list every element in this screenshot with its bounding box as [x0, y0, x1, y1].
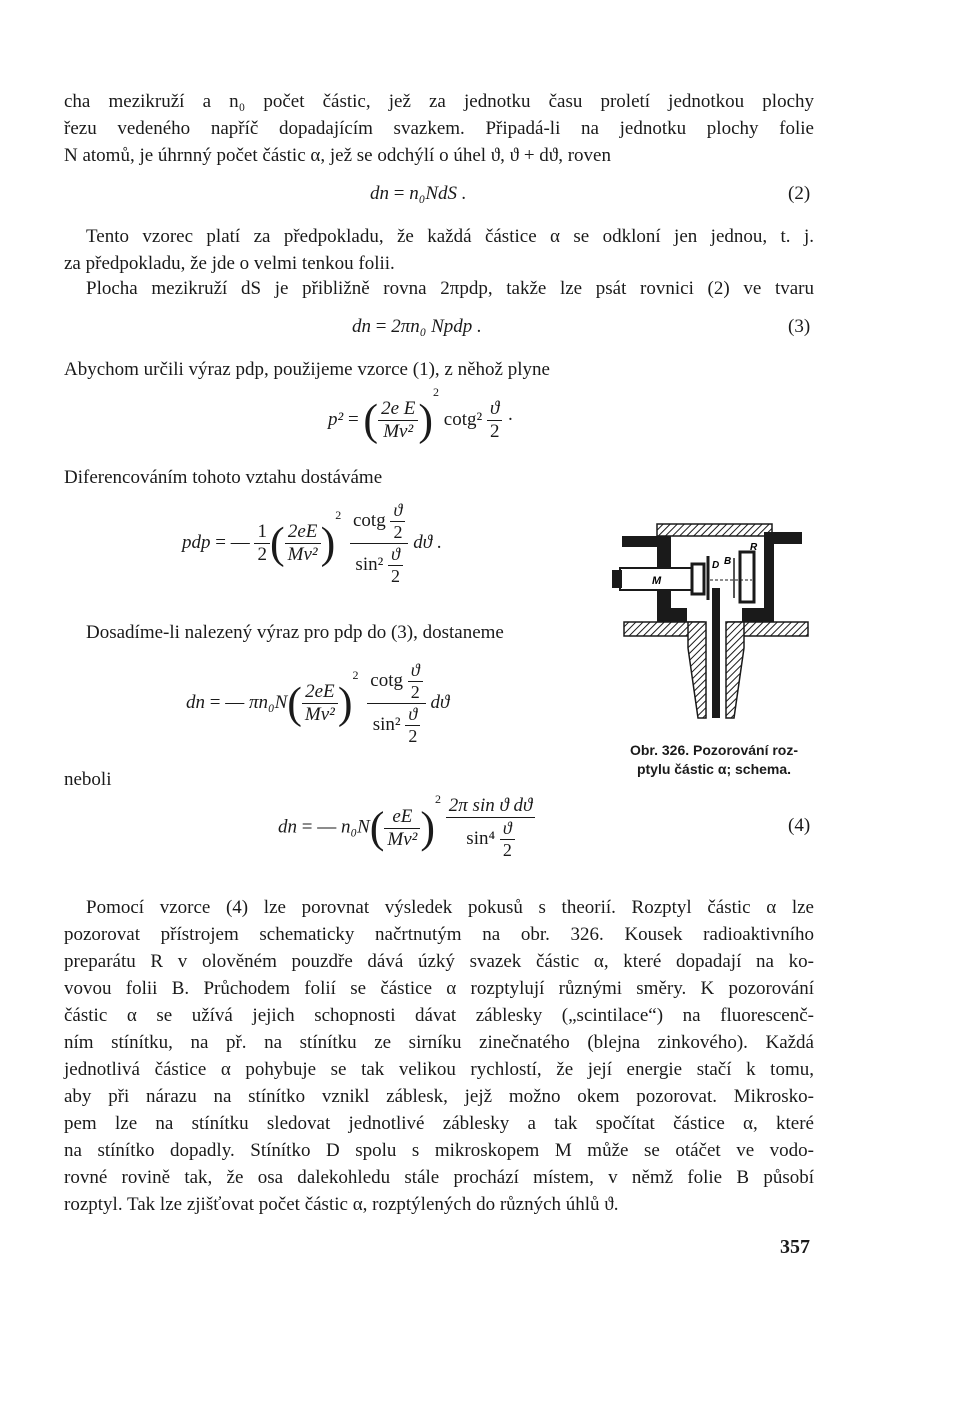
text-line: řezu vedeného napříč dopadajícím svazkem. Připadá-li na jednotku plochy folie	[64, 118, 814, 139]
frac-denominator: Mv²	[285, 543, 321, 566]
paragraph-experiment	[64, 894, 814, 1218]
text-line: N atomů, je úhrnný počet částic α, jež se odchýlí o úhel ϑ, ϑ + dϑ, roven	[64, 145, 611, 166]
paragraph-substitution	[86, 619, 606, 646]
minus-sign: —	[317, 816, 337, 838]
frac-numerator: 2eE	[305, 681, 335, 702]
frac-denominator	[350, 543, 408, 587]
exponent: 2	[335, 507, 342, 522]
equation-number-2: (2)	[788, 183, 811, 204]
label-B: B	[724, 556, 732, 567]
paragraph-differentiation	[64, 464, 664, 491]
text-line: Abychom určili výraz pdp, použijeme vzorce (1), z něhož plyne	[64, 359, 550, 380]
text-line: jednotlivá částice α pohybuje se tak velikou rychlostí, že její energie stačí k tomu,	[64, 1059, 814, 1080]
eyepiece	[612, 570, 622, 588]
page-number: 357	[780, 1236, 810, 1258]
text-line: rozptyl. Tak lze zjišťovat počet částic α, rozptýlených do různých úhlů ϑ.	[64, 1194, 619, 1215]
two: 2	[408, 681, 423, 703]
minus-sign: —	[230, 531, 250, 553]
text-line: Dosadíme-li nalezený výraz pro pdp do (3), dostaneme	[86, 622, 504, 643]
frac-numerator: 2e E	[381, 398, 416, 419]
frac-numerator: 2eE	[287, 521, 318, 542]
numerator-expression: 2π sin ϑ dϑ	[448, 795, 533, 816]
sine: sin²	[372, 713, 401, 735]
text-line: rovné rovině tak, že osa dalekohledu stále prochází místem, v němž folie B působí	[64, 1167, 814, 1188]
eq-lhs: dn	[186, 691, 205, 713]
eq-dot: ·	[507, 408, 514, 430]
apparatus-figure	[612, 518, 812, 728]
exponent: 2	[435, 792, 442, 807]
equation-4: dn = — n₀N( $\frac{eE}{\text{Mv²}}$ )$^2$ 2π sin ϑ dϑ sin⁴ $\frac{ϑ}{2}$	[278, 795, 535, 861]
text-line: ním stínítku, na př. na stínítku ze sirníku zinečnatého (blejna zinkového). Každá	[64, 1032, 814, 1053]
text-line: pozorovat přístrojem schematicky načrtnutým na obr. 326. Kousek radioaktivního	[64, 924, 814, 945]
equation-3: dn = 2πn₀ Npdp .	[352, 316, 482, 337]
exponent: 2	[433, 384, 440, 399]
text-line: vovou folii B. Průchodem folií se částice α rozptylují různými směry. K pozorování	[64, 978, 814, 999]
theta: ϑ	[393, 500, 403, 520]
chamber-base-right	[742, 608, 774, 622]
text-line: preparátu R v olověném pouzdře dává úzký svazek částic α, které dopadají na ko-	[64, 951, 814, 972]
frac-numerator	[446, 795, 536, 817]
coefficient: πn₀N	[248, 691, 288, 713]
frac-numerator: eE	[392, 805, 413, 827]
text-line: Pomocí vzorce (4) lze porovnat výsledek pokusů s theorií. Rozptyl částic α lze	[86, 897, 814, 918]
text-line: cha mezikruží a n₀ počet částic, jež za jednotku času proletí jednotkou plochy	[64, 91, 814, 112]
d-theta: dϑ	[413, 531, 433, 553]
theta: ϑ	[408, 704, 418, 724]
frac-denominator	[367, 703, 425, 747]
paragraph-formula-1	[64, 356, 814, 383]
eq-lhs: dn	[278, 816, 297, 838]
eq-lhs: pdp	[182, 531, 211, 553]
d-theta: dϑ	[430, 691, 450, 713]
figure-caption	[608, 741, 820, 779]
frac-denominator: 2	[254, 543, 270, 566]
frac-numerator: ϑ	[490, 398, 500, 419]
stand-left	[688, 622, 706, 718]
label-D: D	[712, 560, 720, 571]
text-line: za předpokladu, že jde o velmi tenkou folii.	[64, 253, 395, 274]
equation-2: dn = n₀NdS .	[370, 183, 467, 204]
frac-numerator	[367, 660, 425, 703]
text-line: částic α se užívá jejich schopnosti dávat záblesky („scintilace“) na fluorescenč-	[64, 1005, 814, 1026]
chamber-right-wall	[764, 532, 774, 614]
shaft	[712, 588, 720, 718]
cotangent: cotg²	[443, 408, 483, 430]
exponent: 2	[352, 667, 359, 682]
frac-numerator	[350, 500, 408, 543]
word-neboli: neboli	[64, 769, 112, 790]
frac-denominator: Mv²	[384, 828, 420, 851]
stand-right	[726, 622, 744, 718]
eq-dot: .	[436, 531, 442, 553]
caption-line: Obr. 326. Pozorování roz-	[629, 742, 799, 758]
caption-line: ptylu částic α; schema.	[636, 761, 792, 777]
cotangent: cotg	[353, 509, 386, 531]
two: 2	[388, 565, 403, 587]
text-line: pem lze na stínítku sledovat jednotlivé záblesky a tak spočítat částice α, které	[64, 1113, 814, 1134]
theta: ϑ	[502, 818, 512, 838]
paragraph-assumption	[64, 223, 814, 277]
equation-pdp: pdp = — $\frac{1}{2}$ ( $\frac{2eE}{\text{Mv²}}$ )$^2$ cotg $\frac{ϑ}{2}$ sin² $\frac{ϑ}{2}$ dϑ .	[182, 500, 442, 586]
text-line: Plocha mezikruží dS je přibližně rovna 2πpdp, takže lze psát rovnici (2) ve tvaru	[86, 278, 814, 299]
equation-p-squared: p² = ( $\frac{\text{2e E}}{\text{Mv²}}$ )$^2$ cotg² $\frac{ϑ}{2}$ ·	[328, 384, 514, 445]
coefficient: n₀N	[340, 816, 370, 838]
frac-denominator: Mv²	[378, 420, 418, 443]
equation-dn-intermediate: dn = — πn₀N( $\frac{2eE}{\text{Mv²}}$ )$^2$ cotg $\frac{ϑ}{2}$ sin² $\frac{ϑ}{2}$ dϑ	[186, 660, 450, 746]
equation-number-3: (3)	[788, 316, 811, 337]
eq-lhs: p²	[328, 408, 344, 430]
eq-rhs: n₀NdS .	[409, 183, 467, 204]
frac-denominator: Mv²	[302, 703, 338, 726]
two: 2	[405, 725, 420, 747]
eq-lhs: dn	[352, 316, 371, 337]
chamber-base-left	[657, 608, 687, 622]
text-line: Tento vzorec platí za předpokladu, že každá částice α se odkloní jen jednou, t. j.	[86, 226, 814, 247]
two: 2	[390, 521, 405, 543]
label-R: R	[750, 542, 758, 553]
text-line: aby při nárazu na stínítko vznikl záblesk, jejž možno okem pozorovat. Mikrosko-	[64, 1086, 814, 1107]
equation-number-4: (4)	[788, 815, 811, 836]
paragraph-intro	[64, 88, 814, 169]
objective	[692, 564, 704, 594]
two: 2	[500, 839, 515, 861]
frac-denominator: 2	[487, 420, 503, 443]
theta: ϑ	[391, 544, 400, 564]
right-bracket	[772, 532, 802, 544]
paragraph-area	[86, 275, 814, 302]
frac-denominator	[446, 817, 536, 861]
label-M: M	[652, 575, 662, 587]
frac-numerator: 1	[257, 521, 267, 542]
text-line: Diferencováním tohoto vztahu dostáváme	[64, 467, 383, 488]
minus-sign: —	[225, 691, 245, 713]
source-housing	[740, 552, 754, 602]
sine: sin²	[355, 553, 384, 575]
theta: ϑ	[410, 660, 420, 680]
sine: sin⁴	[466, 827, 496, 849]
eq-rhs: 2πn₀ Npdp .	[391, 316, 482, 337]
eq-lhs: dn	[370, 183, 389, 204]
cotangent: cotg	[370, 669, 404, 691]
top-plate	[657, 524, 772, 536]
text-line: na stínítko dopadly. Stínítko D spolu s mikroskopem M může se otáčet ve vodo-	[64, 1140, 814, 1161]
